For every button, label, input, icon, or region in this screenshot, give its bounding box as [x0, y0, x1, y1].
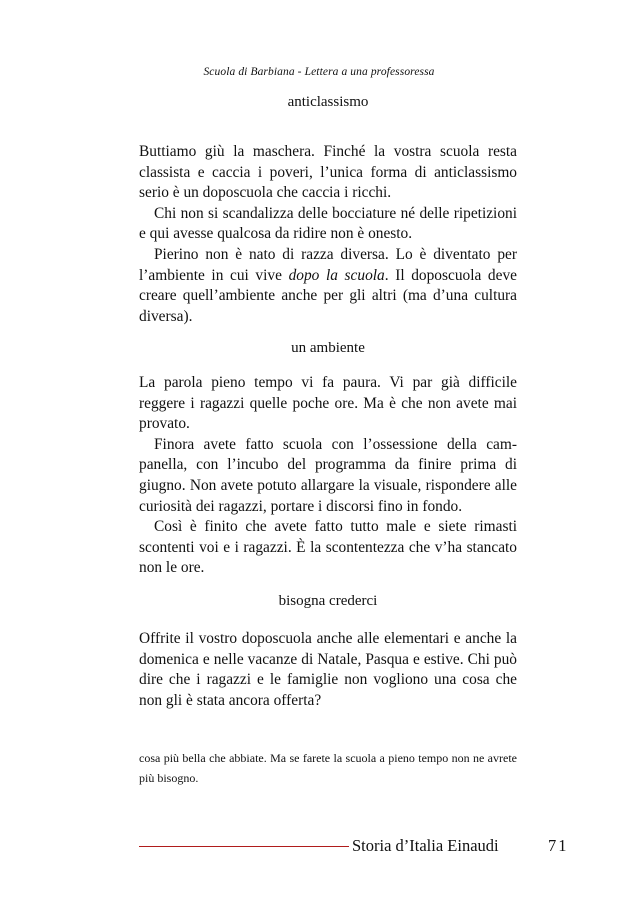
- paragraph: [139, 245, 517, 327]
- section-heading-anticlassismo: anticlassismo: [287, 94, 369, 110]
- paragraph: Chi non si scandalizza delle bocciature né delle ripetizioni e qui avesse qualcosa da ridire non è onesto.: [139, 204, 517, 243]
- page-number: 71: [548, 836, 569, 855]
- footer-rule: [139, 846, 349, 847]
- paragraph-text: Pierino non è nato di razza diversa. Lo è diventato per l’ambiente in cui vive: [139, 245, 517, 284]
- section-heading-bisogna-crederci: bisogna crederci: [278, 593, 378, 609]
- paragraph: Buttiamo giù la maschera. Finché la vostra scuola resta classista e caccia i poveri, l’unica forma di anticlassismo serio è un doposcuola che caccia i ricchi.: [139, 143, 517, 202]
- paragraph: La parola pieno tempo vi fa paura. Vi par già difficile reggere i ragazzi quelle poche ore. Ma è che non avete mai provato.: [139, 374, 517, 433]
- paragraph: Offrite il vostro doposcuola anche alle elementari e anche la domenica e nelle vacanze di Natale, Pasqua e estive. Chi può dire che i ragazzi e le famiglie non vogliono una cosa che non gli è stata ancora offerta?: [139, 630, 517, 709]
- running-head: Scuola di Barbiana - Lettera a una professoressa: [203, 66, 435, 78]
- paragraph: Finora avete fatto scuola con l’ossessione della campanella, con l’incubo del programma da finire prima di giugno. Non avete potuto allargare la visuale, rispondere alle curiosità dei ragazzi, portare i discorsi fino in fondo.: [139, 435, 517, 515]
- section-body-bisogna-crederci: [139, 629, 517, 711]
- section-body-anticlassismo: [139, 142, 517, 327]
- paragraph-text: . Il doposcuola deve creare quell’ambiente anche per gli altri (ma d’una cultura diversa).: [139, 266, 517, 325]
- section-body-un-ambiente: [139, 373, 517, 579]
- paragraph: Così è finito che avete fatto tutto male e siete rimasti scontenti voi e i ragazzi. È la scontentezza che v’ha stancato non le ore.: [139, 518, 517, 577]
- italic-emphasis: dopo la scuola: [288, 266, 385, 284]
- footer-label: Storia d’Italia Einaudi: [352, 836, 499, 855]
- footnote: cosa più bella che abbiate. Ma se farete la scuola a pieno tempo non ne avrete più bisogno.: [139, 751, 517, 785]
- section-heading-un-ambiente: un ambiente: [291, 340, 365, 356]
